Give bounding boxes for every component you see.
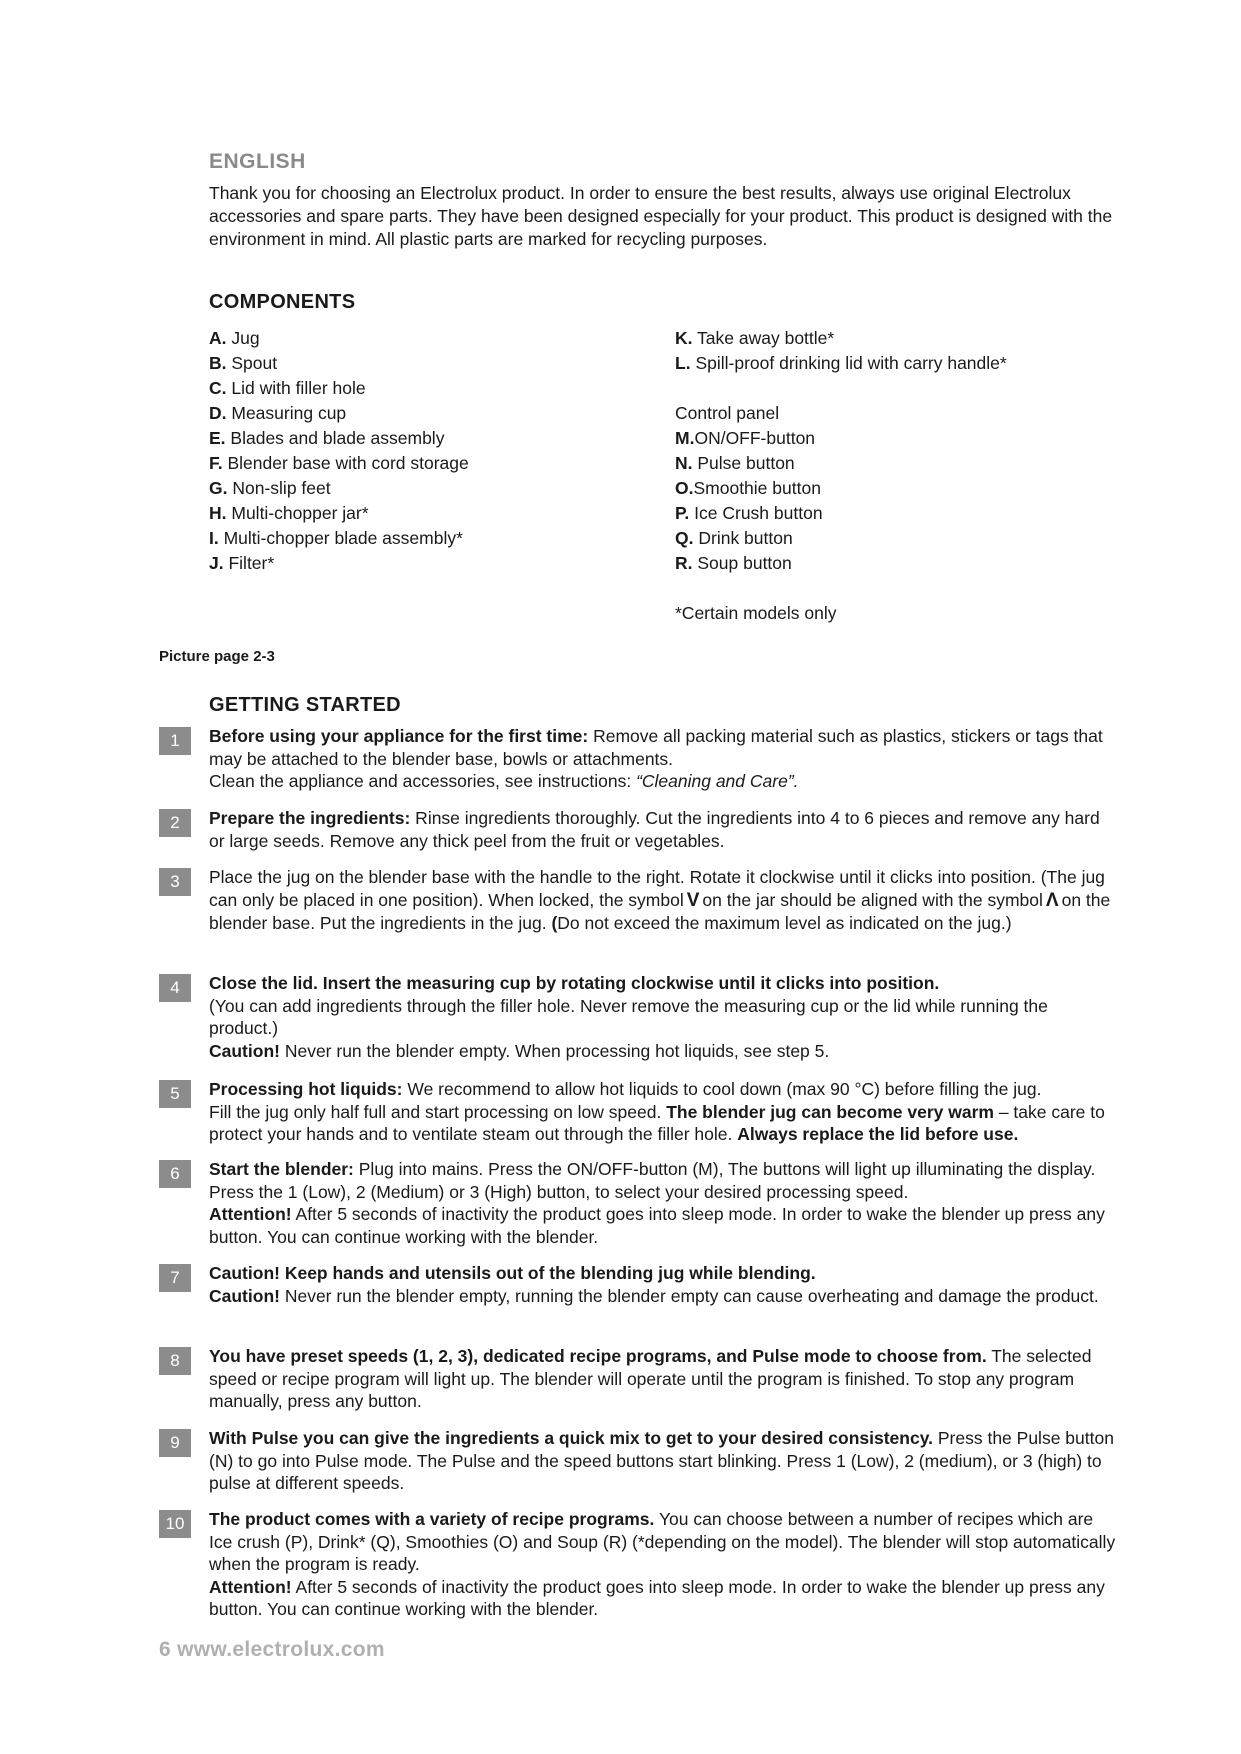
item-letter: E. bbox=[209, 428, 226, 448]
step-text bbox=[209, 866, 1119, 935]
item-letter: Q. bbox=[675, 528, 694, 548]
list-item bbox=[209, 526, 469, 551]
step-body: The selected speed or recipe program will light up. The blender will operate until the program is finished. To stop any program manually, press any button. bbox=[209, 1346, 1092, 1411]
footnote: *Certain models only bbox=[675, 603, 837, 623]
list-item bbox=[209, 426, 469, 451]
step-italic: “Cleaning and Care”. bbox=[636, 771, 799, 791]
jar-alignment-symbol: V bbox=[686, 889, 700, 911]
item-letter: G. bbox=[209, 478, 228, 498]
step-body: Fill the jug only half full and start processing on low speed. bbox=[209, 1101, 667, 1122]
list-item bbox=[675, 326, 1007, 351]
step-bold: Start the blender: bbox=[209, 1159, 354, 1179]
language-heading: ENGLISH bbox=[209, 150, 306, 173]
spacer bbox=[675, 576, 1007, 601]
control-panel-label: Control panel bbox=[675, 403, 780, 423]
step-body: You can choose between a number of recipes which are Ice crush (P), Drink* (Q), Smoothies (O) and Soup (R) (*depending on the model). The blender will stop automatically when the program is ready. bbox=[209, 1509, 1116, 1574]
item-text: Spout bbox=[231, 353, 278, 373]
item-letter: D. bbox=[209, 403, 227, 423]
step-text bbox=[209, 1158, 1119, 1248]
step-body: Remove all packing material such as plastics, stickers or tags that may be attached to the blender base, bowls or attachments. bbox=[209, 726, 1103, 769]
item-letter: R. bbox=[675, 553, 693, 573]
item-letter: C. bbox=[209, 378, 227, 398]
step-number-badge: 7 bbox=[159, 1264, 191, 1292]
step-body: on the blender base. Put the ingredients in the jug. bbox=[209, 889, 1111, 933]
item-letter: J. bbox=[209, 553, 224, 573]
step-number-badge: 5 bbox=[159, 1080, 191, 1108]
step-bold: The blender jug can become very warm bbox=[666, 1101, 994, 1122]
item-letter: F. bbox=[209, 453, 223, 473]
attention-label: Attention! bbox=[209, 1204, 292, 1224]
components-left-list bbox=[209, 326, 469, 576]
list-item bbox=[675, 351, 1007, 376]
step-body: After 5 seconds of inactivity the product goes into sleep mode. In order to wake the blender up press any button. You can continue working with the blender. bbox=[209, 1576, 1105, 1619]
step-number-badge: 6 bbox=[159, 1160, 191, 1188]
step-number-badge: 4 bbox=[159, 974, 191, 1002]
item-text: Soup button bbox=[697, 553, 792, 573]
step-body: (You can add ingredients through the filler hole. Never remove the measuring cup or the lid while running the product.) bbox=[209, 995, 1048, 1038]
list-item bbox=[675, 526, 1007, 551]
step-bold: Always replace the lid before use. bbox=[737, 1124, 1019, 1144]
step-text bbox=[209, 1427, 1119, 1495]
step-number-badge: 3 bbox=[159, 868, 191, 896]
list-item bbox=[675, 426, 1007, 451]
step-bold: The product comes with a variety of recipe programs. bbox=[209, 1509, 655, 1529]
item-text: Multi-chopper blade assembly* bbox=[223, 528, 463, 548]
step-4 bbox=[159, 972, 1119, 1062]
list-item bbox=[209, 326, 469, 351]
list-item bbox=[209, 376, 469, 401]
item-text: Spill-proof drinking lid with carry handle* bbox=[695, 353, 1007, 373]
step-body: Rinse ingredients thoroughly. Cut the ingredients into 4 to 6 pieces and remove any hard or large seeds. Remove any thick peel from the fruit or vegetables. bbox=[209, 808, 1100, 851]
getting-started-heading: GETTING STARTED bbox=[209, 694, 401, 716]
step-text bbox=[209, 807, 1119, 852]
item-letter: M. bbox=[675, 428, 695, 448]
item-text: Take away bottle* bbox=[697, 328, 835, 348]
item-text: Pulse button bbox=[697, 453, 795, 473]
step-10 bbox=[159, 1508, 1119, 1621]
step-2 bbox=[159, 807, 1119, 852]
step-body: Plug into mains. Press the ON/OFF-button (M), The buttons will light up illuminating the display. Press the 1 (Low), 2 (Medium) or 3 (High) button, to select your desired processing speed. bbox=[209, 1159, 1096, 1202]
caution-label: Caution! bbox=[209, 1285, 280, 1306]
item-letter: K. bbox=[675, 328, 693, 348]
step-body: Place the jug on the blender base with the handle to the right. Rotate it clockwise until it clicks into position. (The jug can only be placed in one position). When locked, the symbol bbox=[209, 867, 1105, 910]
item-text: Jug bbox=[231, 328, 260, 348]
caution-label: Caution! bbox=[209, 1040, 280, 1061]
item-text: Measuring cup bbox=[231, 403, 347, 423]
step-body: We recommend to allow hot liquids to cool down (max 90 °C) before filling the jug. bbox=[402, 1079, 1042, 1099]
item-letter: A. bbox=[209, 328, 227, 348]
list-item bbox=[209, 351, 469, 376]
list-item bbox=[209, 451, 469, 476]
step-7 bbox=[159, 1262, 1119, 1307]
spacer bbox=[675, 376, 1007, 401]
step-text bbox=[209, 1078, 1119, 1146]
step-bold: Caution! Keep hands and utensils out of the blending jug while blending. bbox=[209, 1263, 816, 1283]
item-text: Drink button bbox=[698, 528, 793, 548]
step-body: Do not exceed the maximum level as indicated on the jug.) bbox=[557, 913, 1012, 933]
step-text bbox=[209, 1262, 1119, 1307]
step-5 bbox=[159, 1078, 1119, 1146]
step-bold: ( bbox=[551, 913, 558, 933]
item-text: Filter* bbox=[228, 553, 275, 573]
list-item bbox=[675, 501, 1007, 526]
step-bold: You have preset speeds (1, 2, 3), dedicated recipe programs, and Pulse mode to choose from. bbox=[209, 1346, 987, 1366]
step-number-badge: 10 bbox=[159, 1510, 191, 1538]
base-alignment-symbol: Λ bbox=[1045, 889, 1059, 911]
item-letter: B. bbox=[209, 353, 227, 373]
components-heading: COMPONENTS bbox=[209, 291, 356, 313]
step-text bbox=[209, 972, 1119, 1062]
step-body: Never run the blender empty, running the blender empty can cause overheating and damage the product. bbox=[279, 1285, 1099, 1306]
intro-paragraph: Thank you for choosing an Electrolux product. In order to ensure the best results, always use original Electrolux accessories and spare parts. They have been designed especially for your product. This product is designed with the environment in mind. All plastic parts are marked for recycling purposes. bbox=[209, 183, 1113, 249]
item-text: Smoothie button bbox=[693, 478, 821, 498]
list-item bbox=[209, 401, 469, 426]
list-item bbox=[209, 501, 469, 526]
item-letter: O. bbox=[675, 478, 694, 498]
step-text bbox=[209, 1508, 1119, 1621]
list-item bbox=[675, 451, 1007, 476]
item-text: Blades and blade assembly bbox=[230, 428, 445, 448]
step-bold: Prepare the ingredients: bbox=[209, 808, 411, 828]
step-1 bbox=[159, 725, 1119, 793]
picture-page-reference: Picture page 2-3 bbox=[159, 648, 275, 665]
step-body: After 5 seconds of inactivity the product goes into sleep mode. In order to wake the blender up press any button. You can continue working with the blender. bbox=[209, 1204, 1105, 1247]
step-bold: With Pulse you can give the ingredients a quick mix to get to your desired consistency. bbox=[209, 1428, 933, 1448]
step-bold: Close the lid. Insert the measuring cup by rotating clockwise until it clicks into position. bbox=[209, 973, 940, 993]
attention-label: Attention! bbox=[209, 1576, 292, 1597]
item-letter: P. bbox=[675, 503, 690, 523]
list-item bbox=[209, 551, 469, 576]
item-letter: I. bbox=[209, 528, 219, 548]
list-item bbox=[675, 476, 1007, 501]
step-text bbox=[209, 1345, 1119, 1413]
step-body: – take care to protect your hands and to ventilate steam out through the filler hole. bbox=[209, 1101, 1105, 1144]
item-text: ON/OFF-button bbox=[694, 428, 816, 448]
page-footer: 6 www.electrolux.com bbox=[159, 1638, 385, 1661]
step-bold: Processing hot liquids: bbox=[209, 1079, 403, 1099]
item-text: Ice Crush button bbox=[694, 503, 823, 523]
step-number-badge: 8 bbox=[159, 1347, 191, 1375]
item-text: Multi-chopper jar* bbox=[231, 503, 369, 523]
step-number-badge: 1 bbox=[159, 727, 191, 755]
step-9 bbox=[159, 1427, 1119, 1495]
list-item bbox=[209, 476, 469, 501]
item-text: Non-slip feet bbox=[232, 478, 331, 498]
item-text: Blender base with cord storage bbox=[227, 453, 469, 473]
step-bold: Before using your appliance for the first time: bbox=[209, 726, 589, 746]
step-text bbox=[209, 725, 1119, 793]
item-letter: H. bbox=[209, 503, 227, 523]
step-number-badge: 9 bbox=[159, 1429, 191, 1457]
step-body: on the jar should be aligned with the symbol bbox=[702, 889, 1043, 910]
list-item bbox=[675, 551, 1007, 576]
item-text: Lid with filler hole bbox=[231, 378, 366, 398]
step-body: Press the Pulse button (N) to go into Pulse mode. The Pulse and the speed buttons start blinking. Press 1 (Low), 2 (medium), or 3 (high) to pulse at different speeds. bbox=[209, 1428, 1114, 1493]
step-8 bbox=[159, 1345, 1119, 1413]
step-body: Never run the blender empty. When processing hot liquids, see step 5. bbox=[279, 1040, 830, 1061]
components-right-list bbox=[675, 326, 1007, 626]
item-letter: L. bbox=[675, 353, 691, 373]
item-letter: N. bbox=[675, 453, 693, 473]
step-number-badge: 2 bbox=[159, 809, 191, 837]
step-body: Clean the appliance and accessories, see instructions: bbox=[209, 771, 637, 791]
step-6 bbox=[159, 1158, 1119, 1248]
step-3 bbox=[159, 866, 1119, 935]
